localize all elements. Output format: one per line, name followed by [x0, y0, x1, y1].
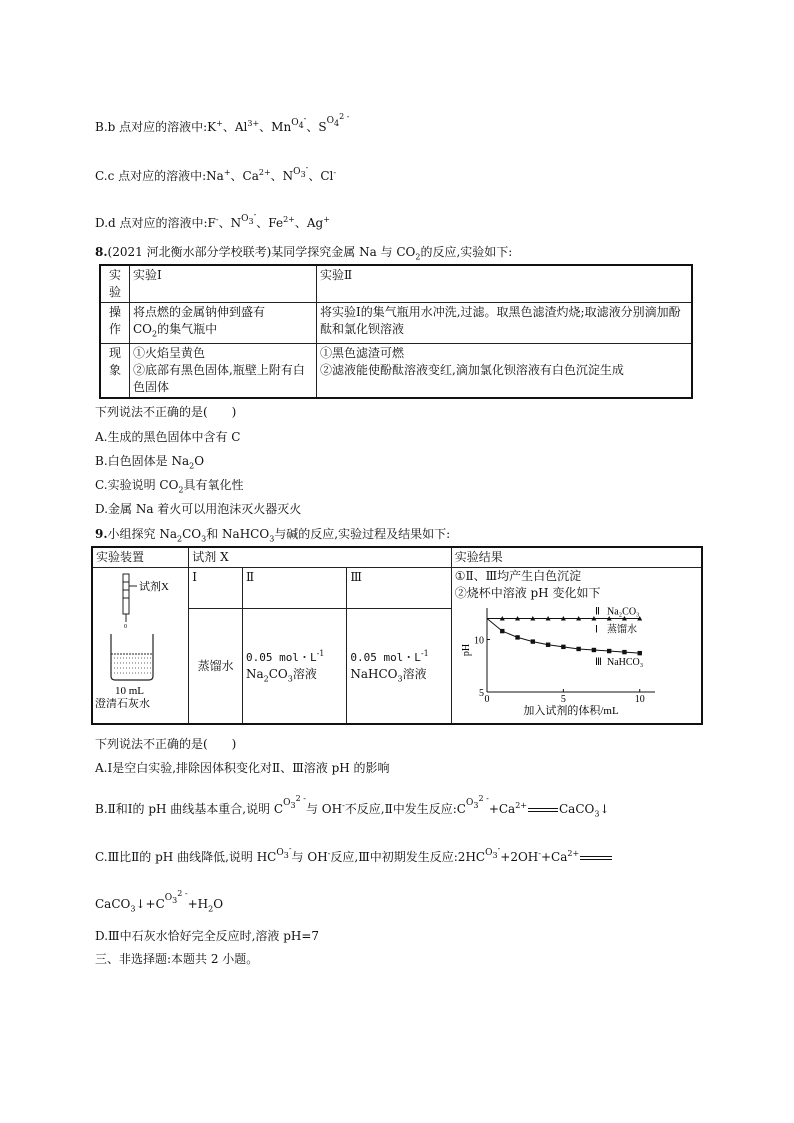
sup: +: [323, 215, 330, 224]
table-cell: [130, 344, 317, 399]
sup: -1: [420, 648, 429, 658]
table-cell: 实验Ⅰ: [130, 265, 317, 303]
data-point: [622, 650, 626, 654]
sup: 3+: [247, 119, 260, 128]
text: 溶液: [292, 666, 317, 681]
text: +Ca: [540, 850, 568, 864]
sub: 3: [269, 534, 275, 544]
sub: 3: [201, 534, 207, 544]
text: 与 OH: [291, 850, 328, 864]
q9-ask: 下列说法不正确的是( ): [95, 737, 237, 751]
text: 、N: [270, 169, 294, 183]
data-point: [530, 639, 534, 643]
text: O: [276, 848, 284, 858]
y-tick-label: 10: [473, 635, 484, 647]
sup: -: [497, 844, 501, 853]
ion-fragment: [165, 886, 188, 909]
sub: 3: [130, 904, 136, 914]
q8-option-d: D.金属 Na 着火可以用泡沫灭火器灭火: [95, 502, 302, 516]
data-point: [515, 635, 519, 639]
text: 、Al: [222, 120, 248, 134]
text: 不反应,Ⅱ中发生反应:C: [344, 802, 466, 816]
text: NaHCO: [350, 666, 398, 681]
sup: 2+: [283, 215, 295, 224]
text: 具有氧化性: [183, 478, 244, 492]
q9-option-c: [95, 846, 612, 870]
text: 反应,Ⅲ中初期发生反应:2HC: [330, 850, 486, 864]
x-tick-label: 10: [634, 694, 645, 705]
text: 、Fe: [256, 216, 284, 230]
option-c-line: [95, 165, 336, 189]
legend-roman: Ⅱ: [594, 606, 600, 618]
table-cell: Ⅱ: [242, 568, 346, 609]
table-cell: Ⅲ: [347, 568, 451, 609]
x-tick-label: 5: [560, 694, 566, 705]
table-cell: 将实验Ⅰ的集气瓶用水冲洗,过滤。取黑色滤渣灼烧;取滤液分别滴加酚酞和氯化钡溶液: [317, 303, 693, 344]
text: O: [291, 118, 299, 128]
volume-label: 10 mL: [115, 685, 145, 697]
data-point: [576, 647, 580, 651]
text: 0.05 mol・L: [350, 650, 421, 664]
text: CO: [268, 666, 288, 681]
result-1: ①Ⅱ、Ⅲ均产生白色沉淀: [454, 569, 582, 583]
question-number: 9.: [95, 527, 108, 541]
text: O: [293, 167, 301, 177]
sup: -: [342, 801, 345, 810]
result-2: ②烧杯中溶液 pH 变化如下: [454, 586, 601, 600]
text: 与碱的反应,实验过程及结果如下:: [274, 527, 451, 541]
sub: 3: [300, 169, 306, 179]
q9-option-b: [95, 794, 610, 822]
text: C.实验说明 CO: [95, 478, 179, 492]
sub: 2: [177, 534, 183, 544]
text: 和 NaHCO: [206, 527, 270, 541]
table-row: [92, 568, 702, 609]
q9-option-c-cont: [95, 889, 224, 917]
sub: 2: [178, 485, 184, 495]
table-cell: [347, 609, 451, 725]
q8-option-b: [95, 453, 204, 474]
text: 、S: [306, 120, 327, 134]
sup: -: [327, 849, 331, 858]
ph-chart: [455, 602, 695, 718]
sup: -: [303, 114, 307, 123]
sub: 3: [492, 850, 498, 860]
ion-fragment: [276, 841, 291, 864]
q8-option-a: A.生成的黑色固体中含有 C: [95, 430, 241, 444]
legend-name: NaHCO₃: [606, 657, 643, 669]
text: B.白色固体是 Na: [95, 454, 190, 468]
sub: 3: [283, 850, 289, 860]
text: O: [465, 798, 474, 808]
q8-stem: [95, 244, 512, 265]
sub: 2: [208, 904, 214, 914]
text: O: [241, 214, 249, 224]
sub: 4: [334, 118, 340, 128]
text: O: [164, 893, 173, 903]
text: ②底部有黑色固体,瓶壁上附有白色固体: [133, 363, 305, 395]
table-cell: [242, 609, 346, 725]
q8-table: [99, 264, 693, 399]
sub: 3: [473, 800, 479, 810]
section-heading: 三、非选择题:本题共 2 小题。: [95, 952, 259, 966]
table-cell: [451, 568, 702, 725]
legend-name: Na₂CO₃: [606, 606, 640, 618]
legend-name: 蒸馏水: [606, 624, 637, 636]
equals-sign: [580, 856, 612, 860]
text: +H: [187, 897, 209, 911]
sup: 2+: [515, 801, 527, 810]
text: ①黑色滤渣可燃: [320, 346, 405, 361]
table-cell: 实验Ⅱ: [317, 265, 693, 303]
ion-fragment: [241, 207, 256, 230]
text: 0.05 mol・L: [245, 650, 317, 664]
sup: 2 -: [177, 889, 188, 898]
table-cell: [317, 344, 693, 399]
text: O: [194, 454, 205, 468]
text: ↓+C: [135, 897, 165, 911]
x-axis-label: 加入试剂的体积/mL: [523, 705, 619, 717]
q9-option-d: D.Ⅲ中石灰水恰好完全反应时,溶液 pH=7: [95, 929, 320, 943]
sub: 2: [189, 461, 195, 471]
table-cell: 实验结果: [451, 547, 702, 568]
text: CO: [182, 527, 202, 541]
q8-ask: 下列说法不正确的是( ): [95, 405, 237, 419]
drop: 0: [124, 624, 127, 630]
table-cell: 试剂 X: [189, 547, 451, 568]
table-cell: [130, 303, 317, 344]
data-point: [546, 643, 550, 647]
text: (2021 河北衡水部分学校联考)某同学探究金属 Na 与 CO: [107, 245, 416, 259]
text: +2OH: [500, 850, 539, 864]
sup: +: [223, 168, 231, 177]
text: ②滤液能使酚酞溶液变红,滴加氯化钡溶液有白色沉淀生成: [320, 363, 624, 378]
sup: 2+: [567, 849, 580, 858]
table-cell: 操作: [100, 303, 130, 344]
table-cell: 蒸馏水: [189, 609, 243, 725]
sup: -: [253, 210, 257, 219]
sup: 2 -: [295, 794, 306, 803]
sup: -: [305, 163, 309, 172]
equals-sign: [528, 808, 558, 812]
apparatus-diagram: [93, 568, 185, 708]
sup: -: [288, 844, 292, 853]
text: 与 OH: [305, 802, 343, 816]
text: 将点燃的金属钠伸到盛有: [133, 305, 266, 319]
data-point: [561, 645, 565, 649]
text: 溶液: [402, 666, 427, 681]
y-tick-label: 5: [478, 688, 484, 699]
question-number: 8.: [95, 245, 108, 259]
text: 、Mn: [259, 120, 292, 134]
option-d-line: [95, 212, 330, 236]
option-b-text: B.b 点对应的溶液中:K: [95, 120, 217, 134]
text: CaCO: [559, 802, 595, 816]
sup: -1: [316, 648, 325, 658]
sup: -: [215, 215, 219, 224]
option-c-text: C.c 点对应的溶液中:Na: [95, 169, 224, 183]
table-cell: Ⅰ: [189, 568, 243, 609]
table-cell: [92, 568, 189, 725]
text: CaCO: [95, 897, 131, 911]
sup: +: [216, 119, 223, 128]
sub: 2: [263, 674, 269, 684]
ion-fragment: [466, 791, 489, 814]
table-cell: 实验装置: [92, 547, 189, 568]
legend-roman: Ⅰ: [594, 624, 598, 636]
reagent-label: 试剂X: [139, 581, 169, 593]
table-cell: 现象: [100, 344, 130, 399]
ion-fragment: [293, 160, 308, 183]
q9-table: [91, 546, 703, 725]
text: O: [213, 897, 224, 911]
sub: 3: [172, 895, 178, 905]
dropper-tube: [123, 574, 129, 614]
sub: 3: [290, 800, 296, 810]
sub: 4: [298, 120, 304, 130]
text: O: [485, 848, 493, 858]
sup: 2+: [258, 168, 271, 177]
text: O: [326, 116, 334, 126]
text: B.Ⅱ和Ⅰ的 pH 曲线基本重合,说明 C: [95, 802, 284, 816]
sub: 3: [594, 809, 600, 819]
ion-fragment: [485, 841, 500, 864]
text: CO: [133, 322, 153, 336]
x-tick-label: 0: [484, 694, 490, 705]
sup: -: [333, 168, 337, 177]
sub: 3: [248, 216, 254, 226]
sup: 2 -: [339, 112, 350, 121]
data-point: [500, 629, 504, 633]
text: ①火焰呈黄色: [133, 346, 206, 361]
table-row: [92, 547, 702, 568]
table-row: [100, 265, 692, 303]
data-point: [591, 648, 595, 652]
text: ↓: [599, 802, 610, 816]
q8-option-c: [95, 477, 244, 498]
text: C.Ⅲ比Ⅱ的 pH 曲线降低,说明 HC: [95, 850, 277, 864]
q9-option-a: A.Ⅰ是空白实验,排除因体积变化对Ⅱ、Ⅲ溶液 pH 的影响: [95, 761, 390, 775]
table-cell: 实验: [100, 265, 130, 303]
legend-roman: Ⅲ: [594, 657, 602, 669]
sub: 3: [397, 674, 403, 684]
q9-stem: [95, 526, 450, 547]
text: 、Cl: [308, 169, 334, 183]
text: 、Ag: [294, 216, 324, 230]
table-row: [100, 303, 692, 344]
ion-fragment: [291, 111, 306, 134]
text: 的反应,实验如下:: [420, 245, 513, 259]
sup: -: [538, 849, 541, 858]
y-axis-label: pH: [460, 643, 472, 657]
solution-label: 澄清石灰水: [95, 698, 150, 708]
text: 、Ca: [230, 169, 259, 183]
data-point: [637, 651, 641, 655]
sub: 2: [152, 329, 158, 339]
ion-fragment: [327, 109, 350, 132]
text: O: [283, 798, 291, 808]
sub: 3: [287, 674, 293, 684]
ion-fragment: [283, 791, 306, 814]
option-d-text: D.d 点对应的溶液中:F: [95, 216, 216, 230]
option-b-line: [95, 112, 350, 140]
text: +Ca: [488, 802, 516, 816]
text: 小组探究 Na: [107, 527, 178, 541]
sub: 2: [415, 252, 421, 262]
text: Na: [245, 666, 264, 681]
data-point: [607, 649, 611, 653]
text: 的集气瓶中: [157, 322, 218, 336]
table-row: [100, 344, 692, 399]
sup: 2 -: [478, 794, 489, 803]
text: 、N: [218, 216, 242, 230]
